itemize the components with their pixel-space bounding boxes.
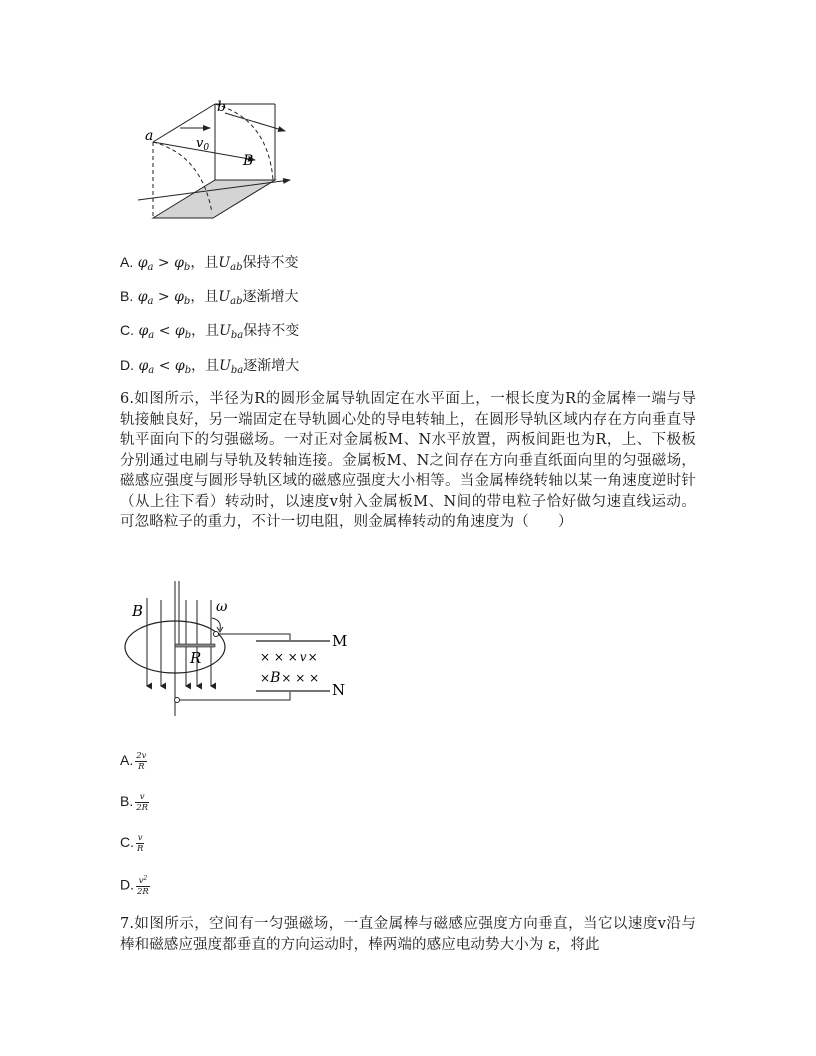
- label-B-vertical: B: [132, 602, 144, 620]
- q6-option-b[interactable]: B. $\frac{v}{2R}$: [120, 791, 149, 813]
- q5-option-a[interactable]: A. $\varphi_a > \varphi_b$，且$U_{ab}$保持不变: [120, 254, 299, 273]
- label-omega: ω: [216, 599, 228, 615]
- q6-option-a[interactable]: A. $\frac{2v}{R}$: [120, 750, 147, 772]
- figure-generator-plates: [120, 578, 360, 718]
- question-7-text: 7.如图所示，空间有一匀强磁场，一直金属棒与磁感应强度方向垂直，当它以速度v沿与棒和磁感应强度都垂直的方向运动时，棒两端的感应电动势大小为 ε，将此: [120, 916, 696, 953]
- label-B: B: [243, 153, 254, 169]
- q5-option-d[interactable]: D. $\varphi_a < \varphi_b$，且$U_{ba}$逐渐增大: [120, 357, 300, 376]
- q5-option-b[interactable]: B. $\varphi_a > \varphi_b$，且$U_{ab}$逐渐增大: [120, 288, 299, 307]
- label-v0: $v_0$: [196, 136, 210, 153]
- label-M: M: [332, 632, 348, 650]
- q6-option-c[interactable]: C. $\frac{v}{R}$: [120, 832, 144, 854]
- label-R: R: [190, 649, 202, 667]
- field-cross-row-2: ×B× × ×: [260, 670, 320, 686]
- label-b: b: [217, 99, 226, 115]
- label-N: N: [332, 681, 346, 699]
- figure-rod-in-field: [130, 95, 300, 235]
- label-a: a: [145, 128, 154, 144]
- field-cross-row-1: × × × v×: [260, 650, 318, 664]
- q6-option-d[interactable]: D. $\frac{v^2}{2R}$: [120, 875, 149, 897]
- q5-option-c[interactable]: C. $\varphi_a < \varphi_b$，且$U_{ba}$保持不变: [120, 322, 300, 341]
- question-6-text: 6.如图所示，半径为R的圆形金属导轨固定在水平面上，一根长度为R的金属棒一端与导轨接触良好，另一端固定在导轨圆心处的导电转轴上，在圆形导轨区域内存在方向垂直导轨平面向下的匀强磁场。一对正对金属板M、N水平放置，两板间距也为R，上、下极板分别通过电刷与导轨及转轴连接。金属板M、N之间存在方向垂直纸面向里的匀强磁场，磁感应强度与圆形导轨区域的磁感应强度大小相等。当金属棒绕转轴以某一角速度逆时针（从上往下看）转动时，以速度v射入金属板M、N间的带电粒子恰好做匀速直线运动。可忽略粒子的重力，不计一切电阻，则金属棒转动的角速度为（ ）: [120, 391, 696, 530]
